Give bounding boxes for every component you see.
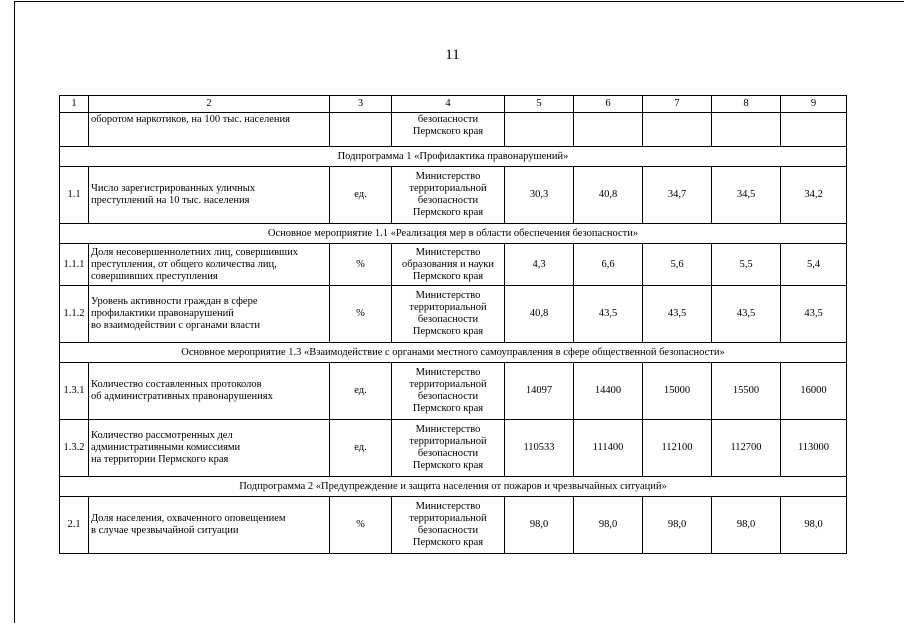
- indicator-name: Число зарегистрированных уличных преступлений на 10 тыс. населения: [89, 167, 330, 224]
- value-col-5: 14097: [505, 363, 574, 420]
- responsible-body: Министерство территориальной безопасности Пермского края: [392, 363, 505, 420]
- value-col-9: 16000: [781, 363, 847, 420]
- header-cell: 6: [574, 96, 643, 113]
- indicator-name: Уровень активности граждан в сфере профилактики правонарушений во взаимодействии с органами власти: [89, 286, 330, 343]
- value-cell: [643, 113, 712, 147]
- continuation-unit: [330, 113, 392, 147]
- header-cell: 1: [60, 96, 89, 113]
- row-number: 1.1.1: [60, 244, 89, 286]
- section-header-row: [60, 147, 847, 167]
- indicator-name: Количество рассмотренных дел административными комиссиями на территории Пермского края: [89, 420, 330, 477]
- responsible-text: безопасности Пермского края: [412, 114, 484, 137]
- header-cell: 2: [89, 96, 330, 113]
- header-cell: 8: [712, 96, 781, 113]
- continuation-indicator: оборотом наркотиков, на 100 тыс. населения: [89, 113, 330, 147]
- section-header-row: [60, 343, 847, 363]
- responsible-body: Министерство территориальной безопасности Пермского края: [392, 420, 505, 477]
- value-col-8: 98,0: [712, 497, 781, 554]
- row-number: 1.3.1: [60, 363, 89, 420]
- scan-border-top: [14, 1, 904, 2]
- value-col-8: 5,5: [712, 244, 781, 286]
- header-cell: 4: [392, 96, 505, 113]
- value-col-6: 40,8: [574, 167, 643, 224]
- value-col-8: 15500: [712, 363, 781, 420]
- responsible-body: Министерство территориальной безопасности Пермского края: [392, 497, 505, 554]
- page-number: 11: [445, 47, 460, 63]
- value-col-5: 98,0: [505, 497, 574, 554]
- row-number: 1.1.2: [60, 286, 89, 343]
- value-cell: [505, 113, 574, 147]
- header-cell: 5: [505, 96, 574, 113]
- value-col-7: 112100: [643, 420, 712, 477]
- header-cell: 7: [643, 96, 712, 113]
- indicators-table: [59, 95, 847, 554]
- section-title: Подпрограмма 1 «Профилактика правонарушений»: [60, 147, 847, 167]
- value-col-7: 98,0: [643, 497, 712, 554]
- scan-border-left: [14, 1, 15, 623]
- unit-of-measure: ед.: [330, 167, 392, 224]
- value-col-9: 43,5: [781, 286, 847, 343]
- indicator-name: Количество составленных протоколов об административных правонарушениях: [89, 363, 330, 420]
- value-col-5: 110533: [505, 420, 574, 477]
- indicator-name: Доля несовершеннолетних лиц, совершивших преступления, от общего количества лиц, совершивших преступления: [89, 244, 330, 286]
- row-number: 1.3.2: [60, 420, 89, 477]
- unit-of-measure: %: [330, 497, 392, 554]
- value-cell: [574, 113, 643, 147]
- value-col-8: 34,5: [712, 167, 781, 224]
- table-row: [60, 363, 847, 420]
- value-col-9: 5,4: [781, 244, 847, 286]
- section-header-row: [60, 224, 847, 244]
- value-col-6: 43,5: [574, 286, 643, 343]
- value-col-6: 14400: [574, 363, 643, 420]
- table-row: [60, 497, 847, 554]
- value-col-7: 15000: [643, 363, 712, 420]
- section-title: Основное мероприятие 1.1 «Реализация мер в области обеспечения безопасности»: [60, 224, 847, 244]
- section-title: Подпрограмма 2 «Предупреждение и защита населения от пожаров и чрезвычайных ситуаций»: [60, 477, 847, 497]
- section-title: Основное мероприятие 1.3 «Взаимодействие с органами местного самоуправления в сфере общественной безопасности»: [60, 343, 847, 363]
- value-col-6: 98,0: [574, 497, 643, 554]
- unit-of-measure: ед.: [330, 363, 392, 420]
- row-number: 1.1: [60, 167, 89, 224]
- value-col-7: 5,6: [643, 244, 712, 286]
- value-col-7: 43,5: [643, 286, 712, 343]
- responsible-body: Министерство территориальной безопасности Пермского края: [392, 286, 505, 343]
- table-row: [60, 286, 847, 343]
- table-body: [60, 96, 847, 554]
- unit-of-measure: ед.: [330, 420, 392, 477]
- table-row: [60, 244, 847, 286]
- section-header-row: [60, 477, 847, 497]
- continuation-num: [60, 113, 89, 147]
- value-col-8: 112700: [712, 420, 781, 477]
- value-col-8: 43,5: [712, 286, 781, 343]
- value-col-5: 4,3: [505, 244, 574, 286]
- responsible-body: Министерство территориальной безопасности Пермского края: [392, 167, 505, 224]
- continuation-row: [60, 113, 847, 147]
- header-cell: 9: [781, 96, 847, 113]
- value-col-6: 111400: [574, 420, 643, 477]
- value-col-9: 34,2: [781, 167, 847, 224]
- unit-of-measure: %: [330, 244, 392, 286]
- unit-of-measure: %: [330, 286, 392, 343]
- table-row: [60, 420, 847, 477]
- responsible-body: Министерство образования и науки Пермского края: [392, 244, 505, 286]
- header-row: [60, 96, 847, 113]
- value-col-9: 98,0: [781, 497, 847, 554]
- value-col-6: 6,6: [574, 244, 643, 286]
- value-cell: [781, 113, 847, 147]
- indicator-name: Доля населения, охваченного оповещением в случае чрезвычайной ситуации: [89, 497, 330, 554]
- value-col-5: 40,8: [505, 286, 574, 343]
- value-col-7: 34,7: [643, 167, 712, 224]
- value-col-5: 30,3: [505, 167, 574, 224]
- value-col-9: 113000: [781, 420, 847, 477]
- header-cell: 3: [330, 96, 392, 113]
- continuation-responsible: [392, 113, 505, 147]
- table-row: [60, 167, 847, 224]
- row-number: 2.1: [60, 497, 89, 554]
- value-cell: [712, 113, 781, 147]
